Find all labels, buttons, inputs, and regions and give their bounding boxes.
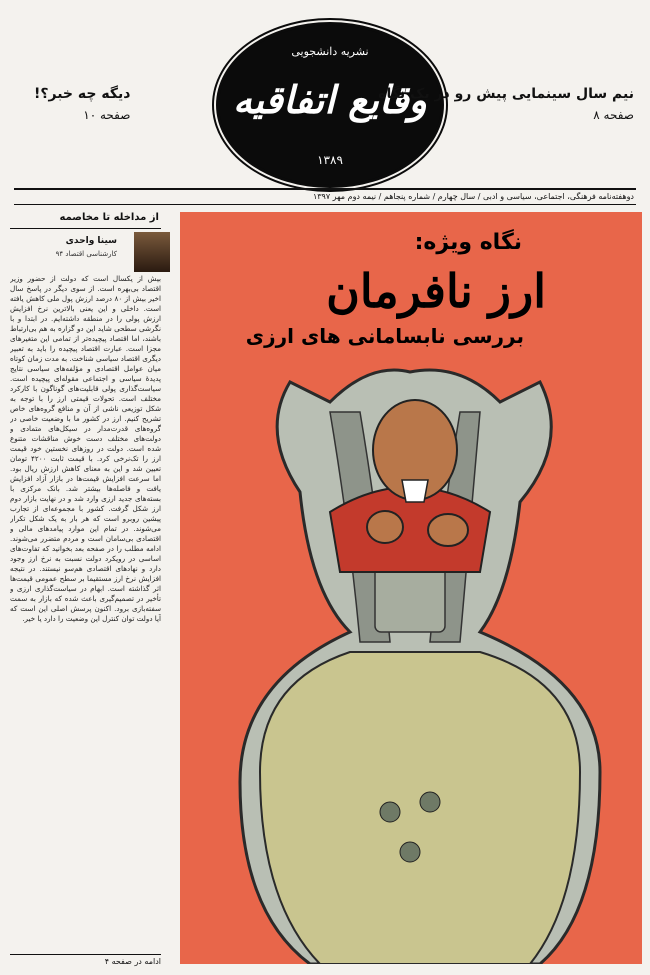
teaser-news-title: دیگه چه خبر؟! [34,86,131,102]
masthead-year: ۱۳۸۹ [317,153,343,167]
teaser-cinema[interactable] [378,86,634,122]
coin [420,792,440,812]
header [0,0,650,190]
cover-subheadline: بررسی نابسامانی های ارزی [245,324,524,348]
column-divider [10,228,161,229]
cover-kicker: نگاه ویژه: [414,230,522,255]
column-body: بیش از یکسال است که دولت از حضور وزیر اقتصاد بی‌بهره است. از سوی دیگر در پاسخ سال اخیر بیش از ۸۰ درصد ارزش پول ملی کاهش یافته است. داخلی و این یعنی بالاترین نرخ افزایش ارزش پولی را در منطقه داشته‌ایم. در ابتدا و با نگرشی سطحی شاید این دو گزاره به هم بی‌ارتباط باشند، اما اقتصاد پیچیده‌تر از تمامی این متغیرهای مجزا است. عبارت اقتصاد پیچیده را باید به تعبیر دیگری اقتصاد سیاسی شناخت. به مدت زمان کوتاه میان عوامل اقتصادی و مؤلفه‌های سیاسی نتایج پدیدهٔ سیاسی و اجتماعی مقوله‌ای پیچیده است. سیاست‌گذاری پولی قابلیت‌های گوناگون با کارکرد مختلف است. تحولات قیمتی ارز را با توجه به شکل توزیعی ناشی از آن و منافع گروه‌های خاص تشریح کنیم. ارز در کشور ما با وضعیت خاصی در گروه‌های قدرت‌مدار در سیکل‌های متمادی و دولت‌های مختلف دست خوش مناقشات متنوع شده است. دولت در روزهای نخستین خود قیمت ارز را تک‌نرخی کرد. با قیمت ثابت ۴۲۰۰ تومان تعیین شد و این به معنای کاهش ارزش ریال بود. اما سرعت افزایش قیمت‌ها در بازار آزاد افزایش یافت و فاصله‌ها بیشتر شد. بانک مرکزی با بسته‌های جدید ارزی وارد شد و در نهایت بازار دوم ارز شکل گرفت. کشور با مجموعه‌ای از تجارب پیشین روبرو است که هر بار به یک شکل تکرار می‌شوند. در تمام این موارد پیامدهای مالی و اقتصادی بی‌سامان است و مردم متضرر می‌شوند. ادامه مطلب را در صفحه بعد بخوانید که تفاوت‌های اساسی در رویکرد دولت نسبت به نرخ ارز وجود دارد و نهادهای اقتصادی هم‌سو نیستند. در نتیجه افزایش نرخ ارز مستقیما بر سطح عمومی قیمت‌ها اثر گذاشته است. ابهام در سیاست‌گذاری ارزی و تأخیر در تصمیم‌گیری باعث شده که بازار به سمت سفته‌بازی برود. اکنون پرسش اصلی این است که آیا دولت توان کنترل این وضعیت را دارد یا خیر. [10,274,161,623]
teaser-news[interactable] [34,86,130,122]
author-avatar [134,232,170,272]
coin [400,842,420,862]
editorial-column [0,208,167,975]
figure-mouth [402,480,428,502]
masthead-tagline: نشریه دانشجویی [291,45,369,58]
masthead-title: وقایع اتفاقیه [232,77,428,122]
issue-meta-line: دوهفته‌نامه فرهنگی، اجتماعی، سیاسی و ادبی / سال چهارم / شماره پنجاهم / نیمه دوم مهر ۱۳۹۷ [14,188,636,205]
figure-hand-left [367,511,403,543]
author-box [10,232,161,272]
teaser-cinema-title: نیم سال سینمایی پیش رو در یک نگاه [378,86,634,102]
figure-hand-right [428,514,468,546]
cover-illustration [180,212,642,964]
continue-note[interactable]: ادامه در صفحه ۴ [10,954,161,969]
author-name: سینا واحدی [65,236,117,246]
teaser-news-page: صفحه ۱۰ [83,108,131,122]
teaser-cinema-page: صفحه ۸ [593,108,634,122]
cover-headline: ارز نافرمان [326,264,546,318]
author-role: کارشناسی اقتصاد ۹۴ [55,250,117,258]
coin [380,802,400,822]
column-title: از مداخله تا مخاصمه [59,212,159,223]
vase-lower [260,652,580,964]
